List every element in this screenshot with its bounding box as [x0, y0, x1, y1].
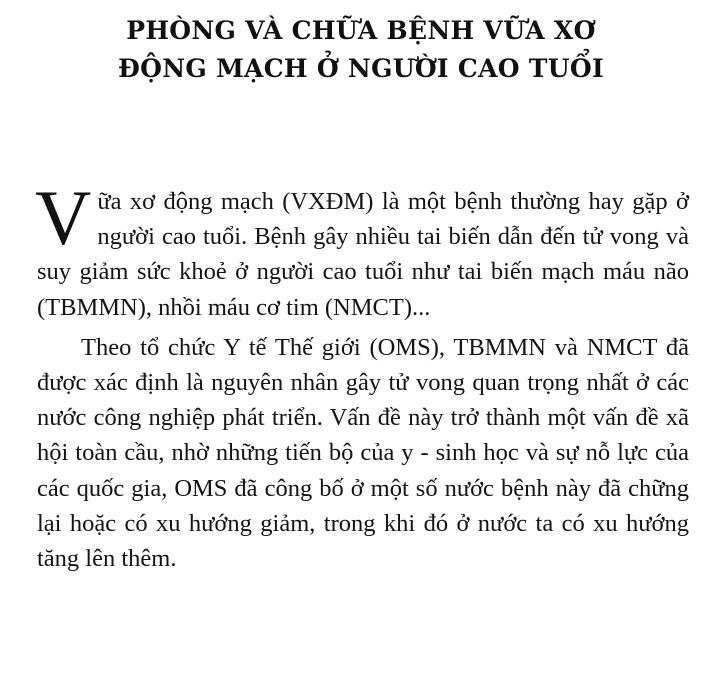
paragraph-1-text: ữa xơ động mạch (VXĐM) là một bệnh thường hay gặp ở người cao tuổi. Bệnh gây nhiều tai biến dẫn đến tử vong và suy giảm sức khoẻ ở người cao tuổi như tai biến mạch máu não (TBMMN), nhồi máu cơ tim (NMCT)... [37, 188, 689, 321]
article-title [0, 12, 722, 88]
paragraph-1 [35, 174, 689, 325]
article-title-line-1: PHÒNG VÀ CHỮA BỆNH VỮA XƠ [126, 16, 596, 45]
drop-cap-letter: V [35, 174, 92, 261]
paragraph-2: Theo tổ chức Y tế Thế giới (OMS), TBMMN và NMCT đã được xác định là nguyên nhân gây tử vong quan trọng nhất ở các nước công nghiệp phát triển. Vấn đề này trở thành một vấn đề xã hội toàn cầu, nhờ những tiến bộ của y - sinh học và sự nỗ lực của các quốc gia, OMS đã công bố ở một số nước bệnh này đã chững lại hoặc có xu hướng giảm, trong khi đó ở nước ta có xu hướng tăng lên thêm. [37, 333, 689, 573]
article-title-line-2: ĐỘNG MẠCH Ở NGƯỜI CAO TUỔI [118, 54, 604, 83]
article-body [35, 174, 689, 576]
